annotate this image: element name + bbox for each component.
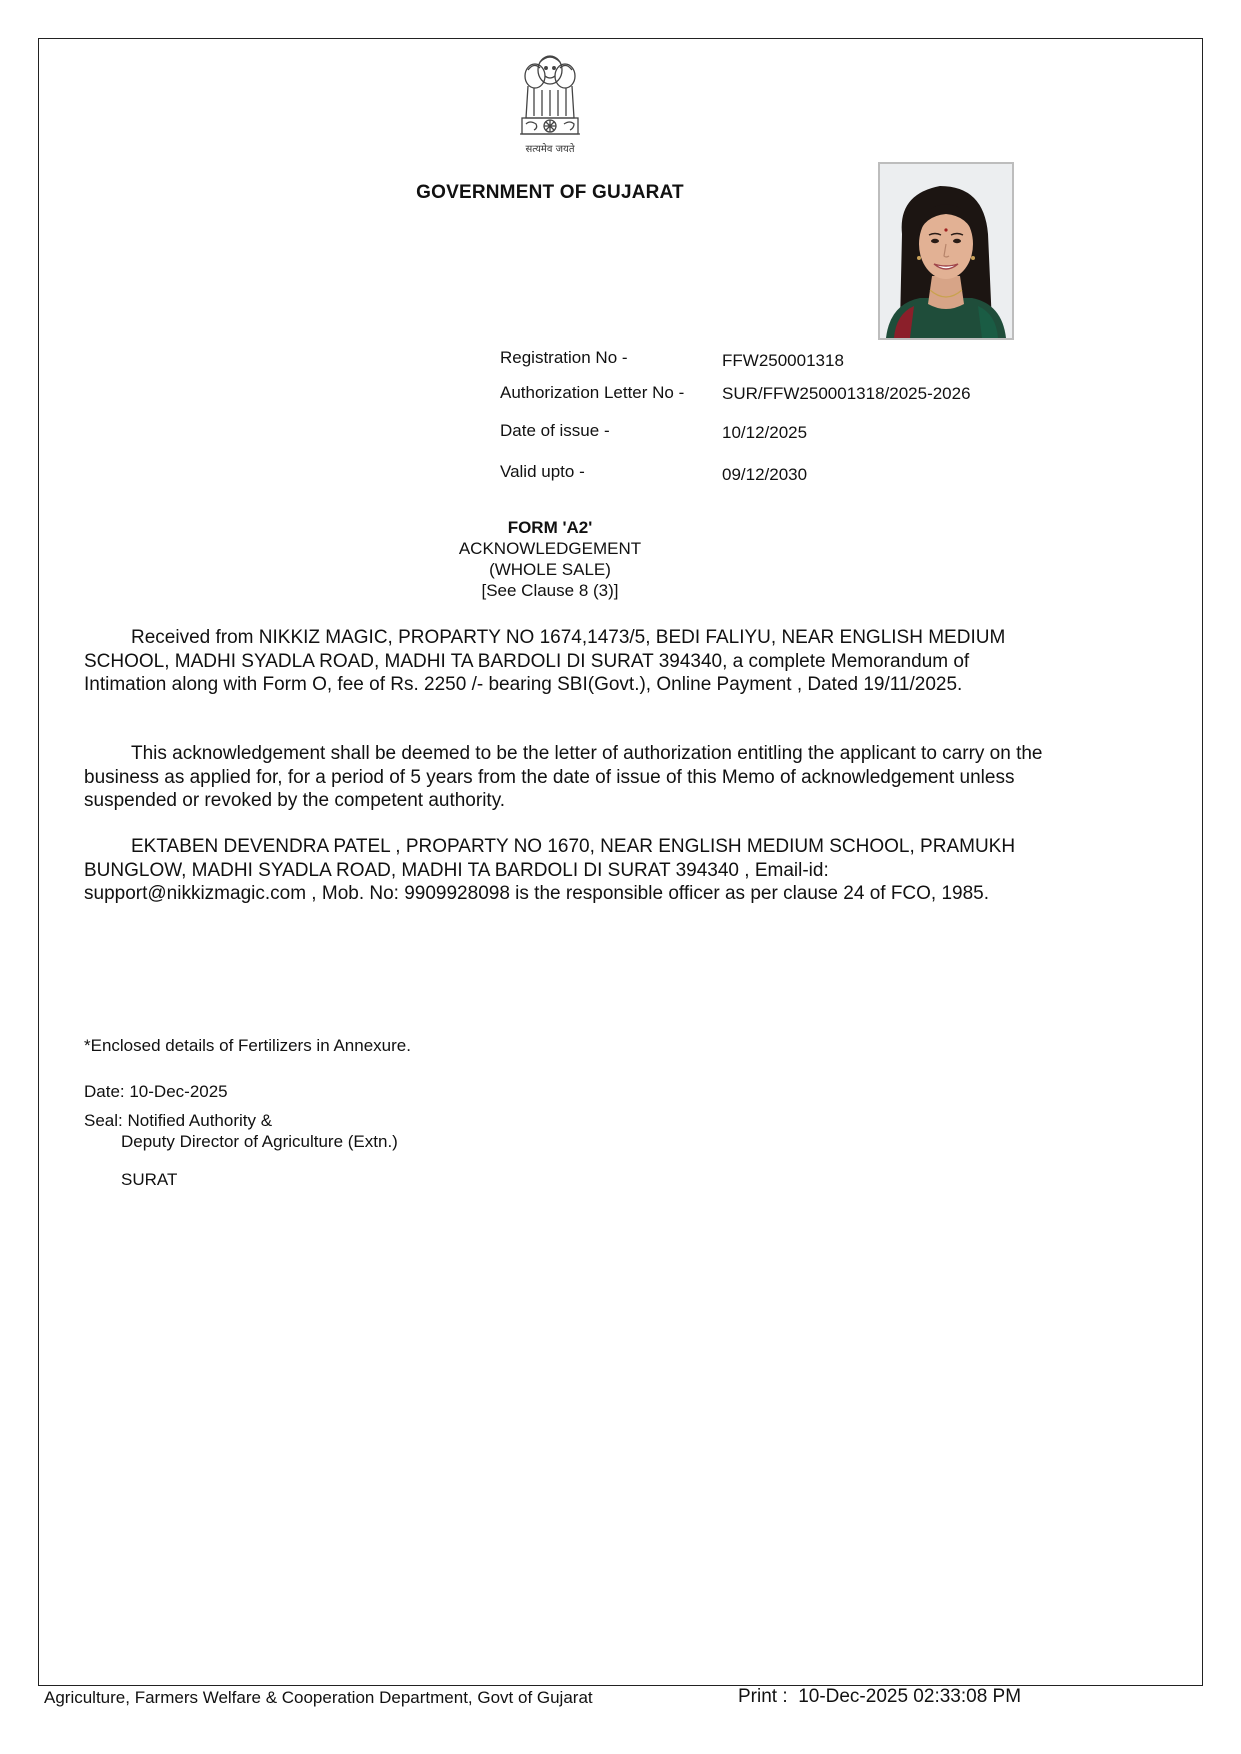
national-emblem-icon bbox=[510, 48, 590, 168]
government-title: GOVERNMENT OF GUJARAT bbox=[416, 182, 684, 203]
annexure-note: *Enclosed details of Fertilizers in Annexure. bbox=[84, 1036, 411, 1055]
seal-line-1: Seal: Notified Authority & bbox=[84, 1111, 273, 1130]
emblem-motto: सत्यमेव जयते bbox=[525, 144, 575, 155]
footer-department: Agriculture, Farmers Welfare & Cooperation Department, Govt of Gujarat bbox=[44, 1688, 593, 1707]
received-from-paragraph: Received from NIKKIZ MAGIC, PROPARTY NO 1674,1473/5, BEDI FALIYU, NEAR ENGLISH MEDIUM SCHOOL, MADHI SYADLA ROAD, MADHI TA BARDOLI DI SURAT 394340, a complete Memorandum of Intimation along with Form O, fee of Rs. 2250 /- bearing SBI(Govt.), Online Payment , Dated 19/11/2025. bbox=[84, 627, 1006, 695]
valid-upto-value: 09/12/2030 bbox=[722, 465, 808, 484]
print-timestamp: 10-Dec-2025 02:33:08 PM bbox=[798, 1686, 1022, 1707]
signature-date: Date: 10-Dec-2025 bbox=[84, 1082, 228, 1101]
valid-upto-label: Valid upto - bbox=[500, 462, 585, 481]
seal-line-2: Deputy Director of Agriculture (Extn.) bbox=[121, 1132, 398, 1151]
registration-no-label: Registration No - bbox=[500, 348, 628, 367]
print-label: Print : bbox=[738, 1686, 788, 1707]
footer-print-info bbox=[738, 1686, 1021, 1708]
authorization-letter-value: SUR/FFW250001318/2025-2026 bbox=[722, 384, 971, 403]
date-of-issue-label: Date of issue - bbox=[500, 421, 610, 440]
applicant-portrait-image bbox=[880, 164, 1012, 338]
form-type: (WHOLE SALE) bbox=[489, 560, 611, 579]
authorization-letter-label: Authorization Letter No - bbox=[500, 383, 685, 402]
authorization-paragraph: This acknowledgement shall be deemed to be the letter of authorization entitling the applicant to carry on the business as applied for, for a period of 5 years from the date of issue of this Memo of acknowledgement unless suspended or revoked by the competent authority. bbox=[84, 743, 1043, 811]
registration-no-value: FFW250001318 bbox=[722, 351, 844, 370]
form-subtitle: ACKNOWLEDGEMENT bbox=[458, 539, 642, 558]
date-of-issue-value: 10/12/2025 bbox=[722, 423, 808, 442]
responsible-officer-paragraph: EKTABEN DEVENDRA PATEL , PROPARTY NO 1670, NEAR ENGLISH MEDIUM SCHOOL, PRAMUKH BUNGLOW, MADHI SYADLA ROAD, MADHI TA BARDOLI DI SURAT 394340 , Email-id: support@nikkizmagic.com , Mob. No: 9909928098 is the responsible officer as per clause 24 of FCO, 1985. bbox=[84, 836, 1016, 904]
form-clause: [See Clause 8 (3)] bbox=[481, 581, 619, 600]
signature-location: SURAT bbox=[121, 1170, 178, 1189]
form-heading bbox=[380, 517, 720, 601]
form-title: FORM 'A2' bbox=[507, 518, 593, 537]
applicant-photo bbox=[878, 162, 1014, 340]
